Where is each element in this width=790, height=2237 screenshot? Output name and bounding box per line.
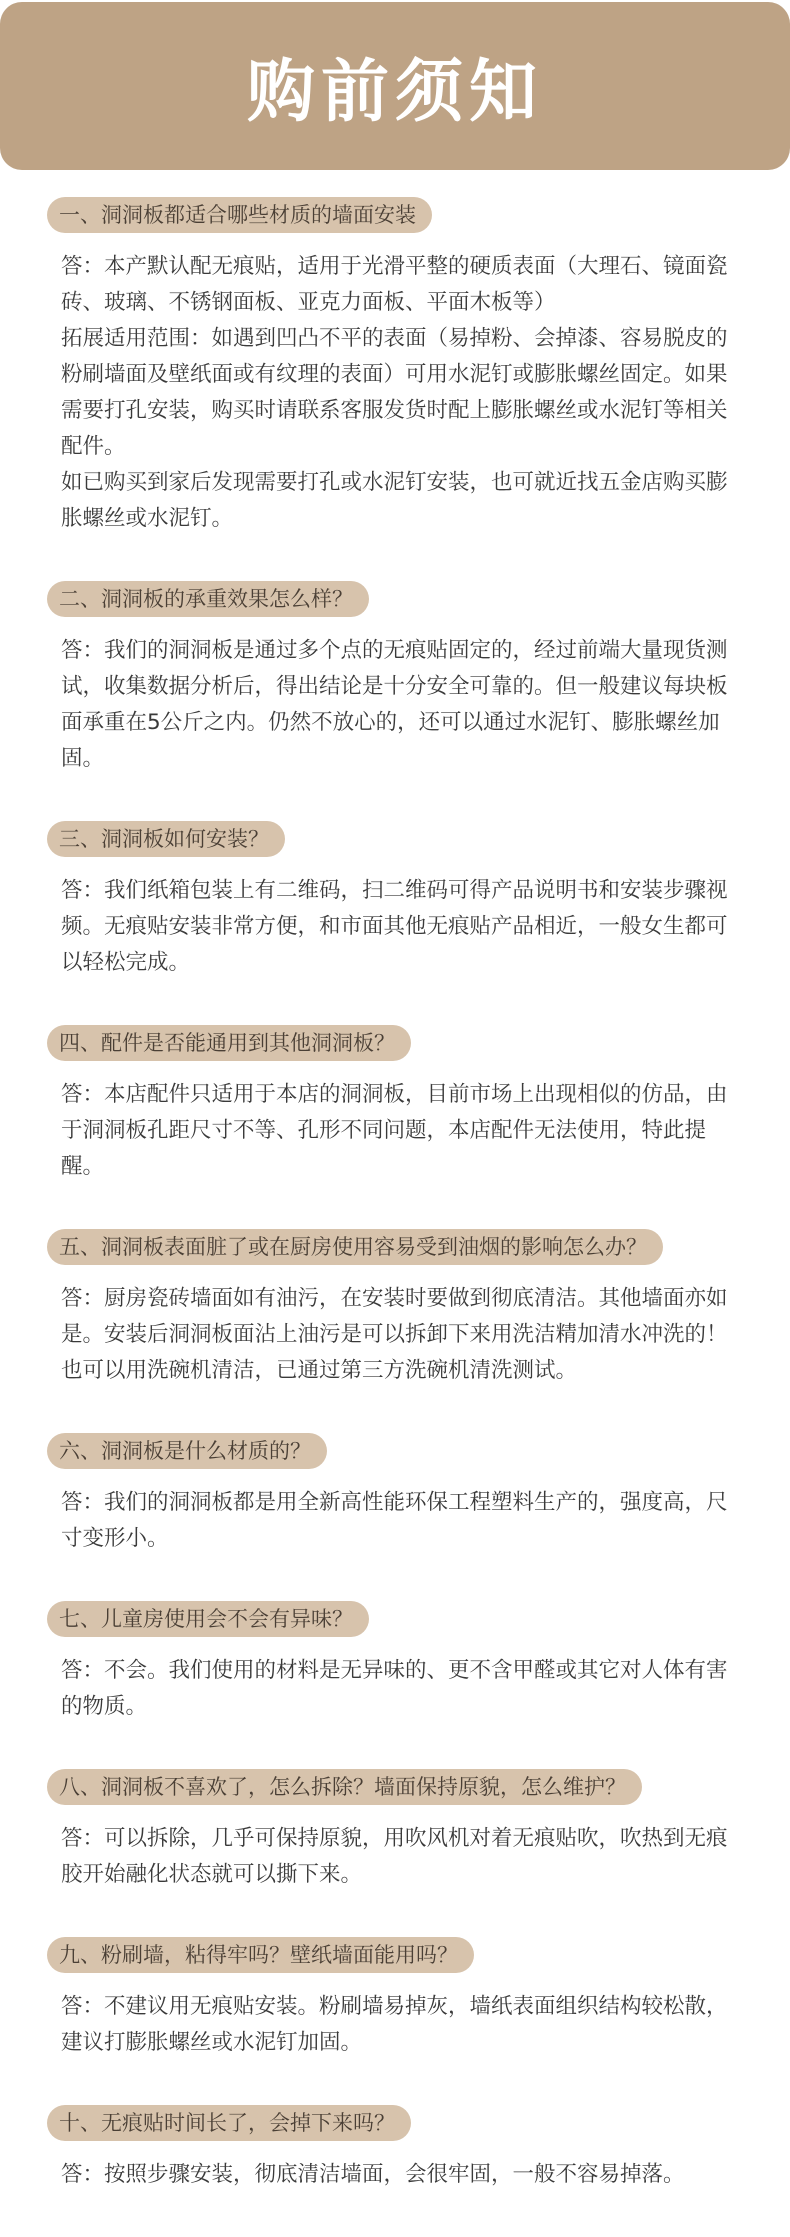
faq-answer (61, 249, 741, 537)
answer-paragraph: 答：按照步骤安装，彻底清洁墙面，会很牢固，一般不容易掉落。 (61, 2162, 685, 2187)
faq-list (0, 197, 790, 2237)
answer-paragraph: 如已购买到家后发现需要打孔或水泥钉安装，也可就近找五金店购买膨胀螺丝或水泥钉。 (61, 470, 728, 531)
answer-paragraph: 答：厨房瓷砖墙面如有油污，在安装时要做到彻底清洁。其他墙面亦如是。安装后洞洞板面沾上油污是可以拆卸下来用洗洁精加清水冲洗的！也可以用洗碗机清洁，已通过第三方洗碗机清洗测试。 (61, 1286, 728, 1383)
faq-item-9 (0, 1937, 790, 2061)
faq-question: 十、无痕贴时间长了，会掉下来吗？ (47, 2105, 411, 2141)
answer-paragraph: 答：不会。我们使用的材料是无异味的、更不含甲醛或其它对人体有害的物质。 (61, 1658, 728, 1719)
faq-question: 六、洞洞板是什么材质的？ (47, 1433, 327, 1469)
faq-answer (61, 1077, 741, 1185)
faq-answer (61, 1821, 741, 1893)
answer-paragraph: 答：我们的洞洞板都是用全新高性能环保工程塑料生产的，强度高，尺寸变形小。 (61, 1490, 728, 1551)
answer-paragraph: 答：本产默认配无痕贴，适用于光滑平整的硬质表面（大理石、镜面瓷砖、玻璃、不锈钢面板、亚克力面板、平面木板等） (61, 254, 728, 315)
faq-question: 九、粉刷墙，粘得牢吗？壁纸墙面能用吗？ (47, 1937, 474, 1973)
answer-paragraph: 答：我们的洞洞板是通过多个点的无痕贴固定的，经过前端大量现货测试，收集数据分析后，得出结论是十分安全可靠的。但一般建议每块板面承重在5公斤之内。仍然不放心的，还可以通过水泥钉、膨胀螺丝加固。 (61, 638, 728, 771)
answer-paragraph: 答：本店配件只适用于本店的洞洞板，目前市场上出现相似的仿品，由于洞洞板孔距尺寸不等、孔形不同问题，本店配件无法使用，特此提醒。 (61, 1082, 728, 1179)
faq-item-8 (0, 1769, 790, 1893)
faq-answer (61, 1281, 741, 1389)
faq-item-5 (0, 1229, 790, 1389)
faq-question: 四、配件是否能通用到其他洞洞板？ (47, 1025, 411, 1061)
faq-item-1 (0, 197, 790, 537)
faq-answer (61, 2157, 741, 2193)
faq-item-3 (0, 821, 790, 981)
faq-answer (61, 1485, 741, 1557)
faq-answer (61, 1989, 741, 2061)
faq-answer (61, 873, 741, 981)
faq-answer (61, 1653, 741, 1725)
answer-paragraph: 答：可以拆除，几乎可保持原貌，用吹风机对着无痕贴吹，吹热到无痕胶开始融化状态就可以撕下来。 (61, 1826, 728, 1887)
faq-question: 三、洞洞板如何安装？ (47, 821, 285, 857)
faq-question: 五、洞洞板表面脏了或在厨房使用容易受到油烟的影响怎么办？ (47, 1229, 663, 1265)
faq-item-7 (0, 1601, 790, 1725)
faq-question: 七、儿童房使用会不会有异味？ (47, 1601, 369, 1637)
faq-item-6 (0, 1433, 790, 1557)
answer-paragraph: 拓展适用范围：如遇到凹凸不平的表面（易掉粉、会掉漆、容易脱皮的粉刷墙面及壁纸面或有纹理的表面）可用水泥钉或膨胀螺丝固定。如果需要打孔安装，购买时请联系客服发货时配上膨胀螺丝或水泥钉等相关配件。 (61, 326, 728, 459)
answer-paragraph: 答：我们纸箱包装上有二维码，扫二维码可得产品说明书和安装步骤视频。无痕贴安装非常方便，和市面其他无痕贴产品相近，一般女生都可以轻松完成。 (61, 878, 728, 975)
page-title: 购前须知 (246, 52, 543, 132)
faq-question: 二、洞洞板的承重效果怎么样？ (47, 581, 369, 617)
faq-question: 八、洞洞板不喜欢了，怎么拆除？墙面保持原貌，怎么维护？ (47, 1769, 642, 1805)
faq-item-10 (0, 2105, 790, 2193)
header-banner (0, 2, 790, 170)
faq-item-4 (0, 1025, 790, 1185)
faq-answer (61, 633, 741, 777)
faq-question: 一、洞洞板都适合哪些材质的墙面安装 (47, 197, 432, 233)
faq-item-2 (0, 581, 790, 777)
answer-paragraph: 答：不建议用无痕贴安装。粉刷墙易掉灰，墙纸表面组织结构较松散，建议打膨胀螺丝或水泥钉加固。 (61, 1994, 728, 2055)
